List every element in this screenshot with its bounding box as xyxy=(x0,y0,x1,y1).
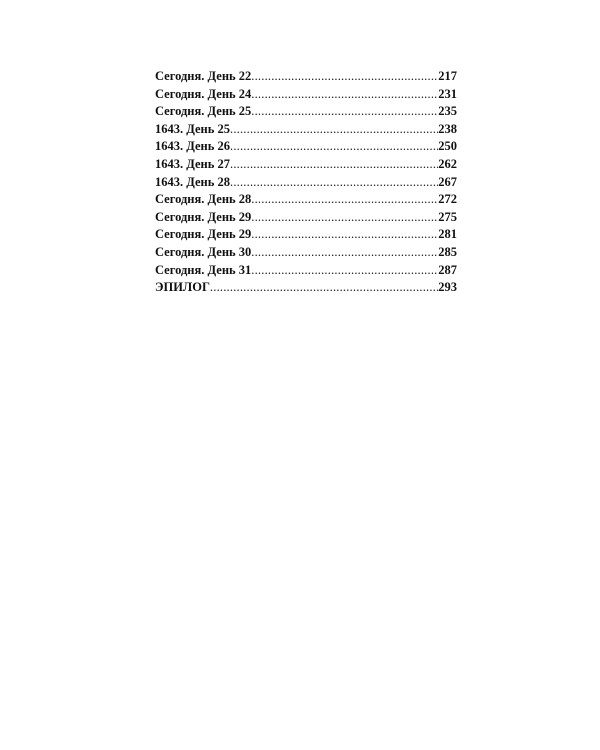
toc-entry-page: 272 xyxy=(438,192,457,207)
toc-dot-leader xyxy=(251,262,438,280)
toc-entry-page: 250 xyxy=(438,139,457,154)
toc-dot-leader xyxy=(210,279,438,297)
toc-dot-leader xyxy=(230,174,438,192)
toc-dot-leader xyxy=(230,156,438,174)
toc-entry-title: 1643. День 27 xyxy=(155,156,230,171)
toc-entry-title: Сегодня. День 29 xyxy=(155,227,252,242)
toc-entry-title: ЭПИЛОГ xyxy=(155,280,210,295)
toc-entry-title: 1643. День 28 xyxy=(155,174,230,189)
toc-entry xyxy=(155,121,457,139)
toc-entry-page: 238 xyxy=(438,121,457,136)
toc-entry-page: 281 xyxy=(438,227,457,242)
toc-entry-title: Сегодня. День 29 xyxy=(155,209,252,224)
toc-entry xyxy=(155,262,457,280)
table-of-contents xyxy=(155,68,457,297)
toc-entry-page: 235 xyxy=(438,104,457,119)
toc-entry-title: Сегодня. День 22 xyxy=(155,69,252,83)
toc-entry-page: 262 xyxy=(438,156,457,171)
toc-entry xyxy=(155,209,457,227)
toc-entry-title: Сегодня. День 30 xyxy=(155,244,252,259)
toc-entry xyxy=(155,86,457,104)
toc-entry-page: 275 xyxy=(438,209,457,224)
toc-entry xyxy=(155,138,457,156)
toc-dot-leader xyxy=(251,209,438,227)
toc-entry-title: Сегодня. День 25 xyxy=(155,104,252,119)
toc-entry-page: 231 xyxy=(438,86,457,101)
toc-entry xyxy=(155,68,457,86)
toc-entry xyxy=(155,191,457,209)
toc-entry xyxy=(155,279,457,297)
toc-entry xyxy=(155,156,457,174)
toc-dot-leader xyxy=(230,138,438,156)
toc-entry-page: 267 xyxy=(438,174,457,189)
toc-dot-leader xyxy=(251,86,438,104)
toc-entry-page: 285 xyxy=(438,244,457,259)
toc-entry-title: Сегодня. День 28 xyxy=(155,192,252,207)
toc-entry-page: 217 xyxy=(438,69,457,83)
toc-entry-title: Сегодня. День 31 xyxy=(155,262,252,277)
toc-entry xyxy=(155,226,457,244)
toc-dot-leader xyxy=(251,68,438,86)
toc-entry-title: 1643. День 25 xyxy=(155,121,230,136)
toc-entry-title: Сегодня. День 24 xyxy=(155,86,252,101)
toc-entry xyxy=(155,103,457,121)
toc-dot-leader xyxy=(230,121,438,139)
toc-dot-leader xyxy=(251,103,438,121)
toc-entry-title: 1643. День 26 xyxy=(155,139,230,154)
toc-dot-leader xyxy=(251,191,438,209)
toc-dot-leader xyxy=(251,244,438,262)
toc-dot-leader xyxy=(251,226,438,244)
toc-entry-page: 293 xyxy=(438,280,457,295)
toc-entry-page: 287 xyxy=(438,262,457,277)
toc-entry xyxy=(155,244,457,262)
toc-entry xyxy=(155,174,457,192)
